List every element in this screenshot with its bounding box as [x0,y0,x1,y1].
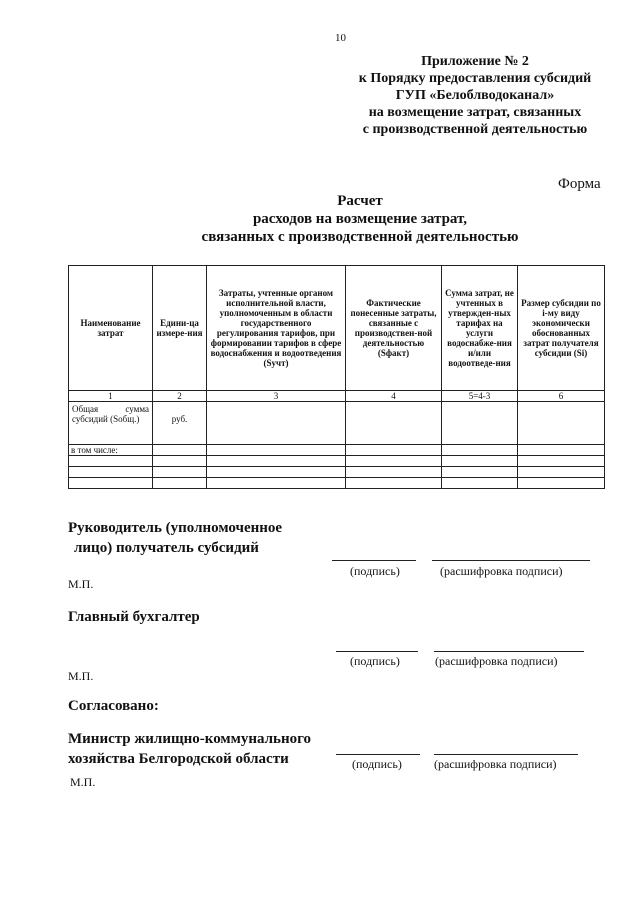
table-cell[interactable] [518,467,605,478]
table-cell[interactable] [207,467,346,478]
table-cell[interactable] [207,445,346,456]
header-cell: Сумма затрат, не учтенных в утвержден-ных тарифах на услуги водоснабже-ния и/или водоотведе-ния [442,266,518,391]
signature-line[interactable] [336,754,420,755]
stamp-place: М.П. [70,775,96,789]
annex-line: Приложение № 2 [421,54,529,69]
table-cell[interactable] [207,402,346,445]
sign-caption: (подпись) [352,757,402,771]
head-signatory-title [68,518,282,558]
table-cell[interactable] [346,456,442,467]
table-cell[interactable] [207,478,346,489]
column-number: 5=4-3 [442,391,518,402]
title-line: расходов на возмещение затрат, [252,211,468,227]
table-row [69,445,605,456]
decode-caption: (расшифровка подписи) [435,654,558,668]
total-subsidy-label: Общая сумма субсидий (Sобщ.) [69,402,153,445]
decode-line[interactable] [434,651,584,652]
decode-caption: (расшифровка подписи) [434,757,557,771]
stamp-place: М.П. [68,669,94,683]
table-cell[interactable] [153,478,207,489]
header-cell: Едини-ца измере-ния [153,266,207,391]
table-cell[interactable] [518,456,605,467]
page-number: 10 [335,32,346,44]
table-cell[interactable] [442,467,518,478]
table-row [69,467,605,478]
annex-line: к Порядку предоставления субсидий [358,71,592,86]
table-cell[interactable] [442,445,518,456]
column-number: 2 [153,391,207,402]
table-cell[interactable] [153,467,207,478]
table-cell[interactable] [518,478,605,489]
table-cell[interactable] [346,467,442,478]
table-cell[interactable] [442,456,518,467]
signature-line[interactable] [336,651,418,652]
table-cell[interactable] [442,402,518,445]
table-cell[interactable] [69,467,153,478]
table-cell[interactable] [442,478,518,489]
table-row [69,456,605,467]
table-cell[interactable] [69,456,153,467]
table-cell[interactable] [518,445,605,456]
annex-line: ГУП «Белоблводоканал» [395,88,555,103]
minister-title-line: Министр жилищно-коммунального [68,731,312,747]
signature-line[interactable] [332,560,416,561]
table-cell[interactable] [69,478,153,489]
head-title-line: Руководитель (уполномоченное [68,520,283,536]
table-cell[interactable] [346,478,442,489]
column-number: 3 [207,391,346,402]
including-label: в том числе: [69,445,153,456]
form-label: Форма [558,176,601,192]
header-cell: Затраты, учтенные органом исполнительной власти, уполномоченным в области государственного регулирования тарифов, при формировании тарифов в сфере водоснабжения и водоотведения (Sучт) [207,266,346,391]
table-row [69,402,605,445]
column-number: 6 [518,391,605,402]
document-title [120,192,600,246]
header-cell: Фактические понесенные затраты, связанные с производствен-ной деятельностью (Sфакт) [346,266,442,391]
head-title-line: лицо) получатель субсидий [74,540,259,556]
title-line: связанных с производственной деятельностью [201,229,519,245]
minister-title [68,729,311,769]
annex-line: с производственной деятельностью [362,122,588,137]
table-cell[interactable] [346,445,442,456]
subsidy-calculation-table [68,265,605,489]
column-number: 4 [346,391,442,402]
header-cell: Размер субсидии по i-му виду экономически обоснованных затрат получателя субсидии (Si) [518,266,605,391]
stamp-place: М.П. [68,577,94,591]
header-cell: Наименование затрат [69,266,153,391]
table-cell[interactable] [153,445,207,456]
column-number: 1 [69,391,153,402]
decode-line[interactable] [432,560,590,561]
sign-caption: (подпись) [350,654,400,668]
annex-line: на возмещение затрат, связанных [368,105,582,120]
title-line: Расчет [337,193,383,209]
decode-caption: (расшифровка подписи) [440,564,563,578]
table-cell[interactable] [518,402,605,445]
annex-header [330,53,620,138]
table-header-row [69,266,605,391]
table-cell[interactable] [346,402,442,445]
table-cell[interactable] [207,456,346,467]
column-number-row [69,391,605,402]
sign-caption: (подпись) [350,564,400,578]
table-row [69,478,605,489]
unit-cell: руб. [153,402,207,445]
accountant-title: Главный бухгалтер [68,609,200,625]
decode-line[interactable] [434,754,578,755]
table-cell[interactable] [153,456,207,467]
agreed-label: Согласовано: [68,698,159,714]
minister-title-line: хозяйства Белгородской области [68,751,289,767]
